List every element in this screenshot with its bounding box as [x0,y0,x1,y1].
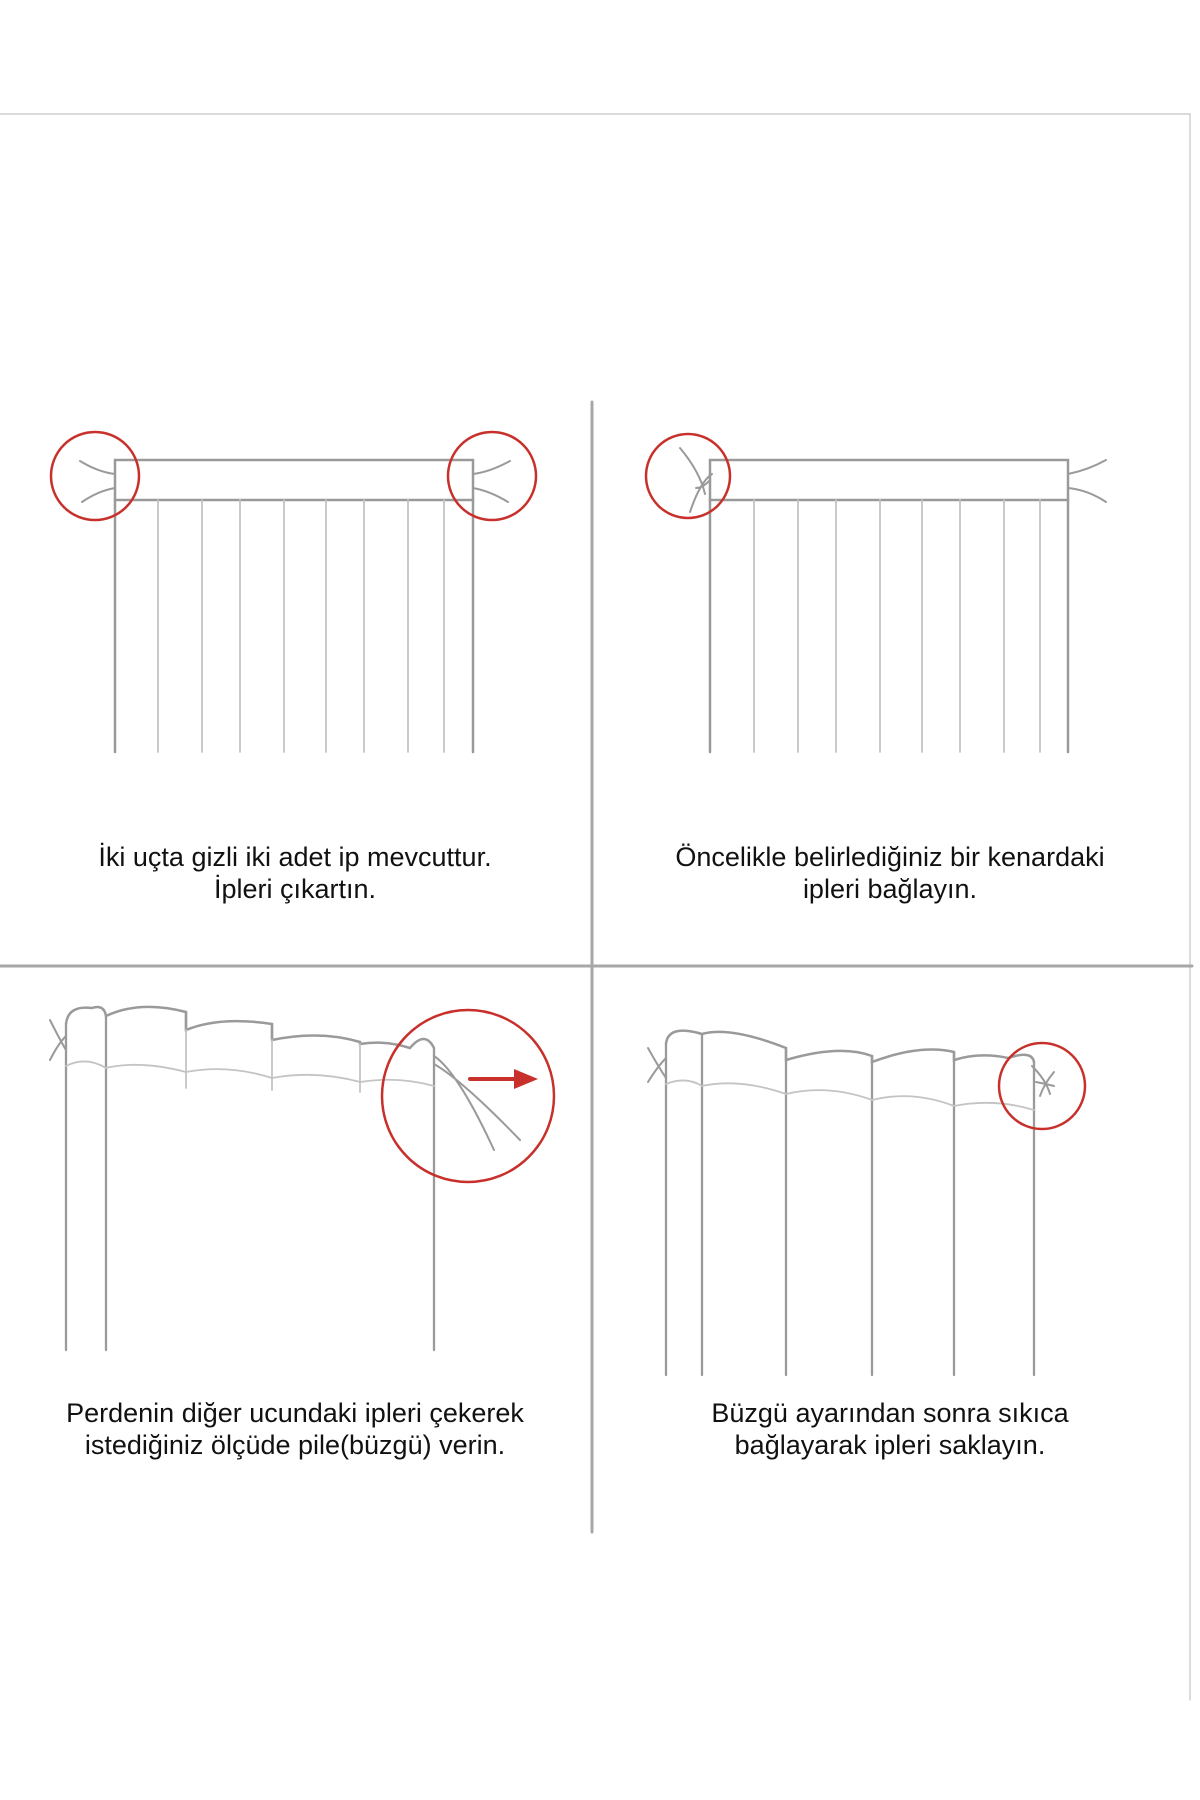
step-3-caption-line-2: istediğiniz ölçüde pile(büzgü) verin. [84,1430,506,1460]
pleat-fold-lines [666,1034,1034,1375]
panel-3-illustration [50,1007,554,1350]
tied-thread-left [50,1020,66,1060]
loose-thread-ends-right [1068,460,1106,502]
step-1-caption [15,841,575,905]
step-3-caption [15,1397,575,1461]
curtain-header-band [710,460,1068,500]
thread-ends-right [473,461,510,502]
step-4-caption-line-1: Büzgü ayarından sonra sıkıca [711,1398,1069,1428]
tied-thread-knot [680,448,712,512]
curtain-header-band [115,460,473,500]
highlight-circle-tied-end [999,1043,1085,1129]
panel-1-illustration [51,432,536,752]
curtain-pleat-lines [158,500,444,752]
step-4-caption [610,1397,1170,1461]
step-1-caption-line-2: İpleri çıkartın. [213,874,377,904]
step-3-caption-line-1: Perdenin diğer ucundaki ipleri çekerek [66,1398,524,1428]
gather-thread-line [666,1080,1034,1110]
step-1-caption-line-1: İki uçta gizli iki adet ip mevcuttur. [98,842,492,872]
curtain-pleat-lines [754,500,1040,752]
page-edge-top [0,114,1190,1700]
step-2-caption-line-1: Öncelikle belirlediğiniz bir kenardaki [675,842,1105,872]
highlight-circle-pull [382,1010,554,1182]
pleat-fold-lines [66,1012,434,1350]
tied-thread-left [648,1048,666,1082]
highlight-circle-right [448,432,536,520]
pull-direction-arrow-head [514,1069,538,1089]
highlight-circle-left [51,432,139,520]
highlight-circle-tied-corner [646,434,730,518]
tied-hidden-thread-knot [1032,1066,1054,1096]
panel-4-illustration [648,1031,1085,1375]
step-2-caption [610,841,1170,905]
pulled-thread-ends [434,1056,520,1150]
gathered-curtain-top-edge [666,1031,1034,1062]
curtain-outline [115,500,473,752]
step-4-caption-line-2: bağlayarak ipleri saklayın. [734,1430,1046,1460]
thread-ends-left [80,461,115,502]
step-2-caption-line-2: ipleri bağlayın. [802,874,978,904]
curtain-outline [710,500,1068,752]
panel-2-illustration [646,434,1106,752]
gather-thread-line [66,1061,434,1086]
gathered-curtain-top-edge [66,1007,434,1048]
